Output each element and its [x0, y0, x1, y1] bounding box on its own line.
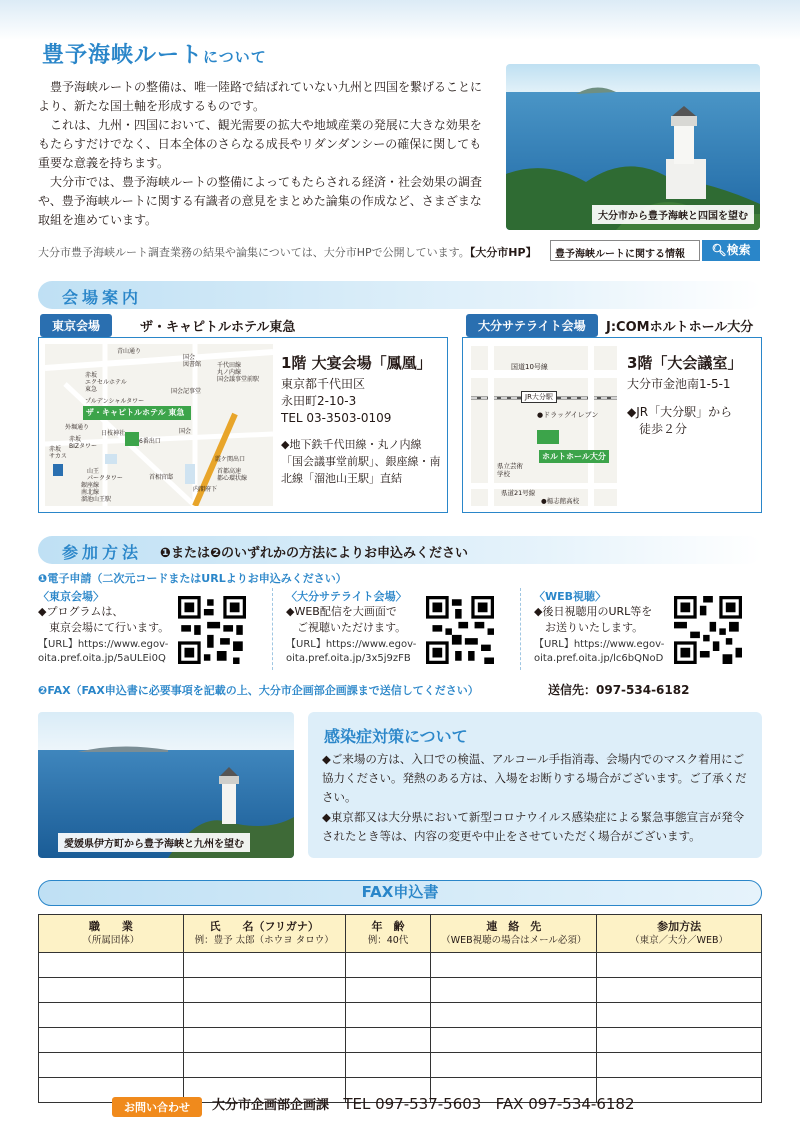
method-column-web — [534, 588, 762, 670]
map-label: ●楊志館高校 — [541, 497, 580, 505]
map-label: 赤坂 BIZタワー — [69, 436, 97, 450]
map-hall-label: ホルトホール大分 — [539, 450, 609, 463]
column-title: 〈大分サテライト会場〉 — [286, 590, 407, 603]
cell[interactable] — [345, 1003, 431, 1028]
map-label: 内閣府下 — [193, 486, 218, 493]
contact-badge: お問い合わせ — [112, 1097, 202, 1117]
map-label: 山王 パークタワー — [87, 468, 123, 482]
intro-paragraph: 豊予海峡ルートの整備は、唯一陸路で結ばれていない九州と四国を繋げることにより、新たな国土軸を形成するものです。 — [38, 80, 483, 113]
tokyo-venue-box — [38, 337, 448, 513]
search-icon: 🔍︎ — [711, 243, 727, 257]
tokyo-address-1: 東京都千代田区 — [281, 377, 366, 391]
qr-code-web[interactable] — [674, 596, 742, 664]
column-url[interactable]: 【URL】https://www.egov-oita.pref.oita.jp/lc6bQNoD — [534, 639, 665, 664]
oita-venue-box — [462, 337, 762, 513]
map-label: 国会 図書館 — [183, 354, 202, 368]
map-label: 県道21号線 — [501, 489, 536, 497]
cell[interactable] — [597, 953, 762, 978]
map-label: 県立芸術 学校 — [497, 462, 523, 478]
infection-item: ◆東京都又は大分県において新型コロナウイルス感染症による緊急事態宣言が発令されたとき等は、内容の変更や中止をさせていただく場合がございます。 — [322, 810, 745, 843]
cape-photo — [38, 712, 294, 858]
map-label: 6番出口 — [139, 438, 161, 445]
cell[interactable] — [345, 1028, 431, 1053]
fax-destination: 送信先：097-534-6182 — [548, 683, 690, 697]
cell[interactable] — [597, 1053, 762, 1078]
table-row[interactable] — [39, 1053, 762, 1078]
cell[interactable] — [597, 1028, 762, 1053]
map-label: 青山通り — [117, 348, 142, 355]
contact-tel: TEL 097-537-5603 — [343, 1095, 482, 1113]
table-row[interactable] — [39, 953, 762, 978]
column-text: ◆後日視聴用のURL等を お送りいたします。 — [534, 605, 653, 634]
column-title: 〈東京会場〉 — [38, 590, 104, 603]
method-column-tokyo — [38, 588, 266, 670]
oita-address: 大分市金池南1-5-1 — [627, 377, 731, 391]
map-label: 国道10号線 — [511, 363, 548, 371]
tokyo-access: ◆地下鉄千代田線・丸ノ内線「国会議事堂前駅」、銀座線・南北線「溜池山王駅」直結 — [281, 438, 441, 485]
cell[interactable] — [431, 953, 597, 978]
cell[interactable] — [39, 1028, 184, 1053]
cell[interactable] — [39, 1003, 184, 1028]
cell[interactable] — [39, 978, 184, 1003]
cell[interactable] — [183, 978, 345, 1003]
fax-form-table — [38, 914, 762, 1103]
column-url[interactable]: 【URL】https://www.egov-oita.pref.oita.jp/5aULEi0Q — [38, 639, 169, 664]
map-label: 首都高速 都心環状線 — [217, 468, 248, 482]
map-label: 銀座線 南北線 溜池山王駅 — [81, 482, 112, 503]
table-header-row — [39, 915, 762, 953]
cell[interactable] — [345, 978, 431, 1003]
column-text: ◆WEB配信を大画面で ご視聴いただけます。 — [286, 605, 407, 634]
contact-line — [212, 1094, 635, 1113]
cell[interactable] — [345, 953, 431, 978]
method-1-heading: ❶電子申請（二次元コードまたはURLよりお申込みください） — [38, 572, 347, 585]
method-column-oita — [286, 588, 514, 670]
column-url[interactable]: 【URL】https://www.egov-oita.pref.oita.jp/3x5j9zFB — [286, 639, 417, 664]
column-title: 〈WEB視聴〉 — [534, 590, 607, 603]
map-label: 千代田線 丸ノ内線 国会議事堂前駅 — [217, 362, 260, 383]
infection-box — [308, 712, 762, 858]
top-gradient-band — [0, 0, 800, 40]
fax-form-heading: FAX申込書 — [38, 880, 762, 906]
column-header: 参加方法 （東京／大分／WEB） — [597, 915, 762, 953]
participation-header: 参加方法 ❶または❷のいずれかの方法によりお申込みください — [38, 536, 762, 564]
tokyo-tel: TEL 03-3503-0109 — [281, 411, 392, 425]
oita-venue-name: J:COMホルトホール大分 — [606, 320, 754, 335]
intro-paragraph: 大分市では、豊予海峡ルートの整備によってもたらされる経済・社会効果の調査や、豊予海峡ルートに関する有識者の意見をまとめた論集の作成など、さまざまな取組を進めています。 — [38, 175, 483, 227]
map-label: JR大分駅 — [521, 391, 557, 403]
photo-caption: 大分市から豊予海峡と四国を望む — [592, 205, 754, 224]
venue-header: 会場案内 — [38, 281, 762, 309]
cell[interactable] — [597, 978, 762, 1003]
infection-heading: 感染症対策について — [324, 727, 468, 746]
table-row[interactable] — [39, 978, 762, 1003]
page-title: 豊予海峡ルートについて — [42, 43, 267, 68]
column-divider — [272, 588, 273, 670]
table-row[interactable] — [39, 1028, 762, 1053]
search-button[interactable]: 🔍︎検索 — [702, 240, 760, 261]
contact-fax: FAX 097-534-6182 — [495, 1095, 635, 1113]
cell[interactable] — [431, 978, 597, 1003]
map-label: 国会 — [179, 428, 192, 435]
column-divider — [520, 588, 521, 670]
cell[interactable] — [183, 953, 345, 978]
intro-paragraph: これは、九州・四国において、観光需要の拡大や地域産業の発展に大きな効果をもたらすだけでなく、日本全体のさらなる成長やリダンダンシーの確保に関しても重要な意義を持ちます。 — [38, 118, 482, 170]
map-label: 首相官邸 — [149, 474, 174, 481]
table-row[interactable] — [39, 1003, 762, 1028]
cell[interactable] — [183, 1003, 345, 1028]
column-text: ◆プログラムは、 東京会場にて行います。 — [38, 605, 170, 634]
column-header: 連 絡 先 （WEB視聴の場合はメール必須） — [431, 915, 597, 953]
map-label: 日枝神社 — [101, 430, 126, 437]
cell[interactable] — [345, 1053, 431, 1078]
tokyo-venue-label: 東京会場 — [40, 314, 112, 337]
map-label: 赤坂 エクセルホテル 東急 — [85, 372, 127, 393]
cell[interactable] — [597, 1003, 762, 1028]
tokyo-map — [45, 344, 273, 506]
column-header: 年 齢 例：40代 — [345, 915, 431, 953]
search-input[interactable]: 豊予海峡ルートに関する情報 — [550, 240, 700, 261]
map-label: 国会記事堂 — [171, 388, 202, 395]
tokyo-venue-name: ザ・キャピトルホテル東急 — [140, 320, 296, 335]
infection-item: ◆ご来場の方は、入口での検温、アルコール手指消毒、会場内でのマスク着用にご協力ください。発熱のある方は、入場をお断りする場合がございます。ご了承ください。 — [322, 752, 747, 804]
photo-caption: 愛媛県伊方町から豊予海峡と九州を望む — [58, 833, 250, 852]
map-label: ●ドラッグイレブン — [537, 411, 599, 419]
oita-map — [471, 346, 617, 506]
cell[interactable] — [183, 1028, 345, 1053]
method-2-heading: ❷FAX（FAX申込書に必要事項を記載の上、大分市企画部企画課まで送信してください） — [38, 684, 479, 697]
cell[interactable] — [431, 1003, 597, 1028]
map-label: 外堀通り — [65, 424, 90, 431]
map-hotel-label: ザ・キャピトルホテル 東急 — [86, 408, 185, 417]
hp-notice: 大分市豊予海峡ルート調査業務の結果や論集については、大分市HPで公開しています。【大分市HP】 — [38, 246, 537, 259]
cell[interactable] — [39, 953, 184, 978]
participation-subtitle: ❶または❷のいずれかの方法によりお申込みください — [160, 546, 469, 561]
oita-floor: 3階「大会議室」 — [627, 354, 743, 372]
cell[interactable] — [431, 1053, 597, 1078]
map-label: 霞ケ関出口 — [215, 456, 246, 463]
column-header: 職 業 （所属団体） — [39, 915, 184, 953]
cell[interactable] — [183, 1053, 345, 1078]
qr-code-tokyo[interactable] — [178, 596, 246, 664]
oita-access: ◆JR「大分駅」から 徒歩２分 — [627, 405, 733, 436]
map-label: プルデンシャルタワー — [85, 398, 145, 405]
tokyo-address-2: 永田町2-10-3 — [281, 394, 357, 408]
lighthouse-photo — [506, 64, 760, 230]
column-header: 氏 名（フリガナ） 例：豊予 太郎（ホウヨ タロウ） — [183, 915, 345, 953]
qr-code-oita[interactable] — [426, 596, 494, 664]
oita-venue-label: 大分サテライト会場 — [466, 314, 598, 337]
intro-text — [38, 78, 488, 230]
map-label: 赤坂 サカス — [49, 446, 67, 460]
cell[interactable] — [431, 1028, 597, 1053]
cell[interactable] — [39, 1053, 184, 1078]
contact-org: 大分市企画部企画課 — [212, 1098, 330, 1113]
tokyo-floor: 1階 大宴会場「鳳凰」 — [281, 354, 432, 372]
